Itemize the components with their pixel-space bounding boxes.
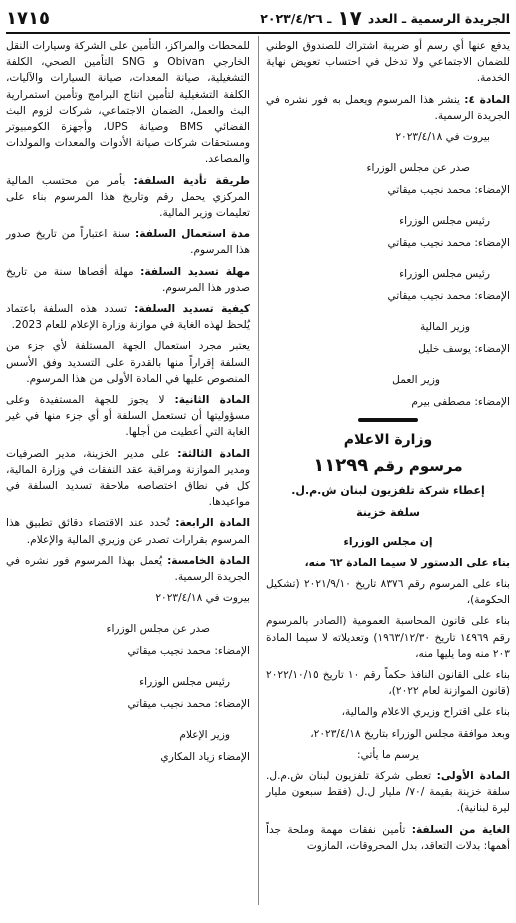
signer-title: رئيس مجلس الوزراء: [399, 267, 490, 280]
signer-title: رئيس مجلس الوزراء: [139, 675, 230, 688]
recital: بناء على المرسوم رقم ٨٣٧٦ تاريخ ٢٠٢١/٩/١٠ (تشكيل الحكومة)،: [266, 577, 510, 607]
article-label: مهلة تسديد السلفة:: [140, 265, 251, 278]
page-number: ١٧١٥: [6, 7, 50, 29]
signature-line: الإمضاء: محمد نجيب ميقاتي: [387, 237, 510, 250]
article-text: بأمر من محتسب المالية المركزي يحمل رقم وتاريخ هذا المرسوم بناء على تعليمات وزير المالية.: [6, 174, 250, 220]
article-text: سنة اعتباراً من تاريخ صدور هذا المرسوم.: [6, 228, 250, 257]
article-label: مدة استعمال السلفة:: [134, 228, 251, 241]
recital: وبعد موافقة مجلس الوزراء بتاريخ ٢٠٢٣/٤/١٨،: [310, 727, 510, 740]
advance-duration: [6, 226, 250, 258]
signer-title: وزير المالية: [419, 320, 470, 333]
signature-line: الإمضاء: محمد نجيب ميقاتي: [127, 645, 250, 658]
article-label: طريقة تأدية السلفة:: [133, 174, 250, 187]
decree-subject: إعطاء شركة تلفزيون لبنان ش.م.ل.: [291, 483, 485, 497]
issued-by: صدر عن مجلس الوزراء: [106, 622, 210, 635]
signer-title: وزير العمل: [392, 373, 440, 386]
header-issue-number: ١٧: [337, 6, 362, 30]
decrees-line: يرسم ما يأتي:: [357, 748, 419, 761]
article-text: تُحدد عند الاقتضاء دقائق تطبيق هذا المرسوم بقرارات تصدر عن وزيري المالية والإعلام.: [6, 517, 250, 546]
signature-line: الإمضاء زياد المكاري: [160, 751, 250, 764]
signature-line: الإمضاء: محمد نجيب ميقاتي: [387, 290, 510, 303]
issued-by: صدر عن مجلس الوزراء: [366, 161, 470, 174]
advance-method: [6, 173, 250, 222]
issue-place-date: بيروت في ٢٠٢٣/٤/١٨: [155, 592, 250, 605]
article-text: تسدد هذه السلفة باعتماد يُلحظ لهذه الغاية في موازنة وزارة الإعلام للعام 2023.: [6, 303, 250, 332]
issue-place-date: بيروت في ٢٠٢٣/٤/١٨: [395, 131, 490, 144]
advance-purpose: [266, 822, 510, 854]
article-4: [6, 515, 250, 547]
article-label: المادة الرابعة:: [175, 517, 250, 530]
advance-repayment-method: [6, 301, 250, 333]
section-divider: [358, 418, 418, 422]
recital: بناء على القانون النافذ حكماً رقم ١٠ تاريخ ٢٠٢٢/١٠/١٥ (قانون الموازنة لعام ٢٠٢٢)،: [266, 668, 510, 698]
decree-label: مرسوم رقم: [373, 456, 463, 475]
signature-line: الإمضاء: محمد نجيب ميقاتي: [127, 698, 250, 711]
article-text: مهلة أقصاها سنة من تاريخ صدور هذا المرسوم.: [6, 265, 250, 294]
article-label: الغاية من السلفة:: [411, 823, 511, 836]
article-label: المادة الثانية:: [174, 394, 250, 407]
signature-line: الإمضاء: محمد نجيب ميقاتي: [387, 184, 510, 197]
header-title: الجريدة الرسمية ـ العدد: [367, 10, 510, 26]
article-label: المادة الأولى:: [436, 769, 510, 782]
article-5: [6, 553, 250, 585]
recital: بناء على قانون المحاسبة العمومية (الصادر بالمرسوم رقم ١٤٩٦٩ تاريخ ١٩٦٣/١٢/٣٠) وتعديلاته لا سيما المادة ٢٠٣ منه وما يليها منه،: [266, 615, 510, 660]
ministry-title: وزارة الاعلام: [343, 431, 433, 448]
signature-line: الإمضاء: مصطفى بيرم: [411, 396, 510, 409]
decree-heading: [266, 455, 510, 477]
header-title-group: [260, 6, 510, 30]
article-label: كيفية تسديد السلفة:: [134, 303, 250, 316]
header-rule: [6, 32, 510, 34]
council-heading: إن مجلس الوزراء: [343, 535, 433, 548]
article-text: تأمين نفقات مهمة وملحة جداً أهمها: بدلات التعاقد، بدل المحروقات، المازوت: [266, 823, 510, 852]
article-label: المادة الخامسة:: [167, 554, 251, 567]
column-divider: [258, 36, 259, 905]
decree-subject: سلفة خزينة: [356, 505, 420, 519]
article-4: [266, 92, 510, 124]
article-text: تعطى شركة تلفزيون لبنان ش.م.ل. سلفة خزينة بقيمة /٧٠/ مليار ل.ل (فقط سبعون مليار ليرة لبنانية).: [266, 769, 510, 815]
right-column: [266, 38, 510, 859]
paragraph: للمحطات والمراكز، التأمين على الشركة وسيارات النقل الخارجي Obivan و SNG التأمين الصحي، الكلفة التشغيلية، صيانة المعدات، صيانة السيارات والآليات، الكلفة التشغيلية لتأمين انتاج البرامج وتأمين استمرارية البث والعمل، الضمان الاجتماعي، شركات لزوم البث الفضائي BMS وصيانة UPS، وأجهزة الكومبيوتر ومستحقات شركات صيانة الأدوات والمعدات والمولدات والمصاعد.: [6, 40, 251, 166]
article-label: المادة ٤:: [464, 93, 510, 106]
page-header: [6, 4, 510, 32]
article-text: يُعمل بهذا المرسوم فور نشره في الجريدة الرسمية.: [6, 554, 250, 584]
article-text: على مدير الخزينة، مدير الصرفيات ومدير الموازنة ومراقبة عقد النفقات في وزارة المالية، كل في نطاق اختصاصه ملاحقة تسديد السلفة في مواعيدها.: [6, 447, 250, 509]
paragraph: يدفع عنها أي رسم أو ضريبة اشتراك للصندوق الوطني للضمان الاجتماعي ولا تدخل في احتساب تعويض نهاية الخدمة.: [266, 40, 510, 85]
advance-repayment-period: [6, 264, 250, 296]
paragraph: يعتبر مجرد استعمال الجهة المستلفة لأي جزء من السلفة إقراراً منها بالقدرة على التسديد وفق الأسس المنصوص عليها في المادة الأولى من هذا المرسوم.: [6, 340, 250, 385]
header-date: ـ ٢٠٢٣/٤/٢٦: [260, 10, 332, 26]
recital: بناء على الدستور لا سيما المادة ٦٢ منه،: [304, 556, 510, 569]
decree-number: ١١٢٩٩: [313, 454, 369, 476]
signature-line: الإمضاء: يوسف خليل: [418, 343, 510, 356]
article-1: [266, 768, 510, 817]
article-2: [6, 392, 250, 441]
article-label: المادة الثالثة:: [177, 447, 250, 460]
article-3: [6, 446, 250, 511]
left-column: [6, 38, 250, 772]
article-text: ينشر هذا المرسوم ويعمل به فور نشره في الجريدة الرسمية.: [266, 93, 510, 122]
signer-title: رئيس مجلس الوزراء: [399, 214, 490, 227]
recital: بناء على اقتراح وزيري الاعلام والمالية،: [341, 706, 510, 719]
signer-title: وزير الإعلام: [179, 728, 230, 741]
article-text: لا يجوز للجهة المستفيدة وعلى مسؤوليتها أن تستعمل السلفة أو أي جزء منها في غير الغاية التي أعطيت من أجلها.: [6, 394, 250, 439]
